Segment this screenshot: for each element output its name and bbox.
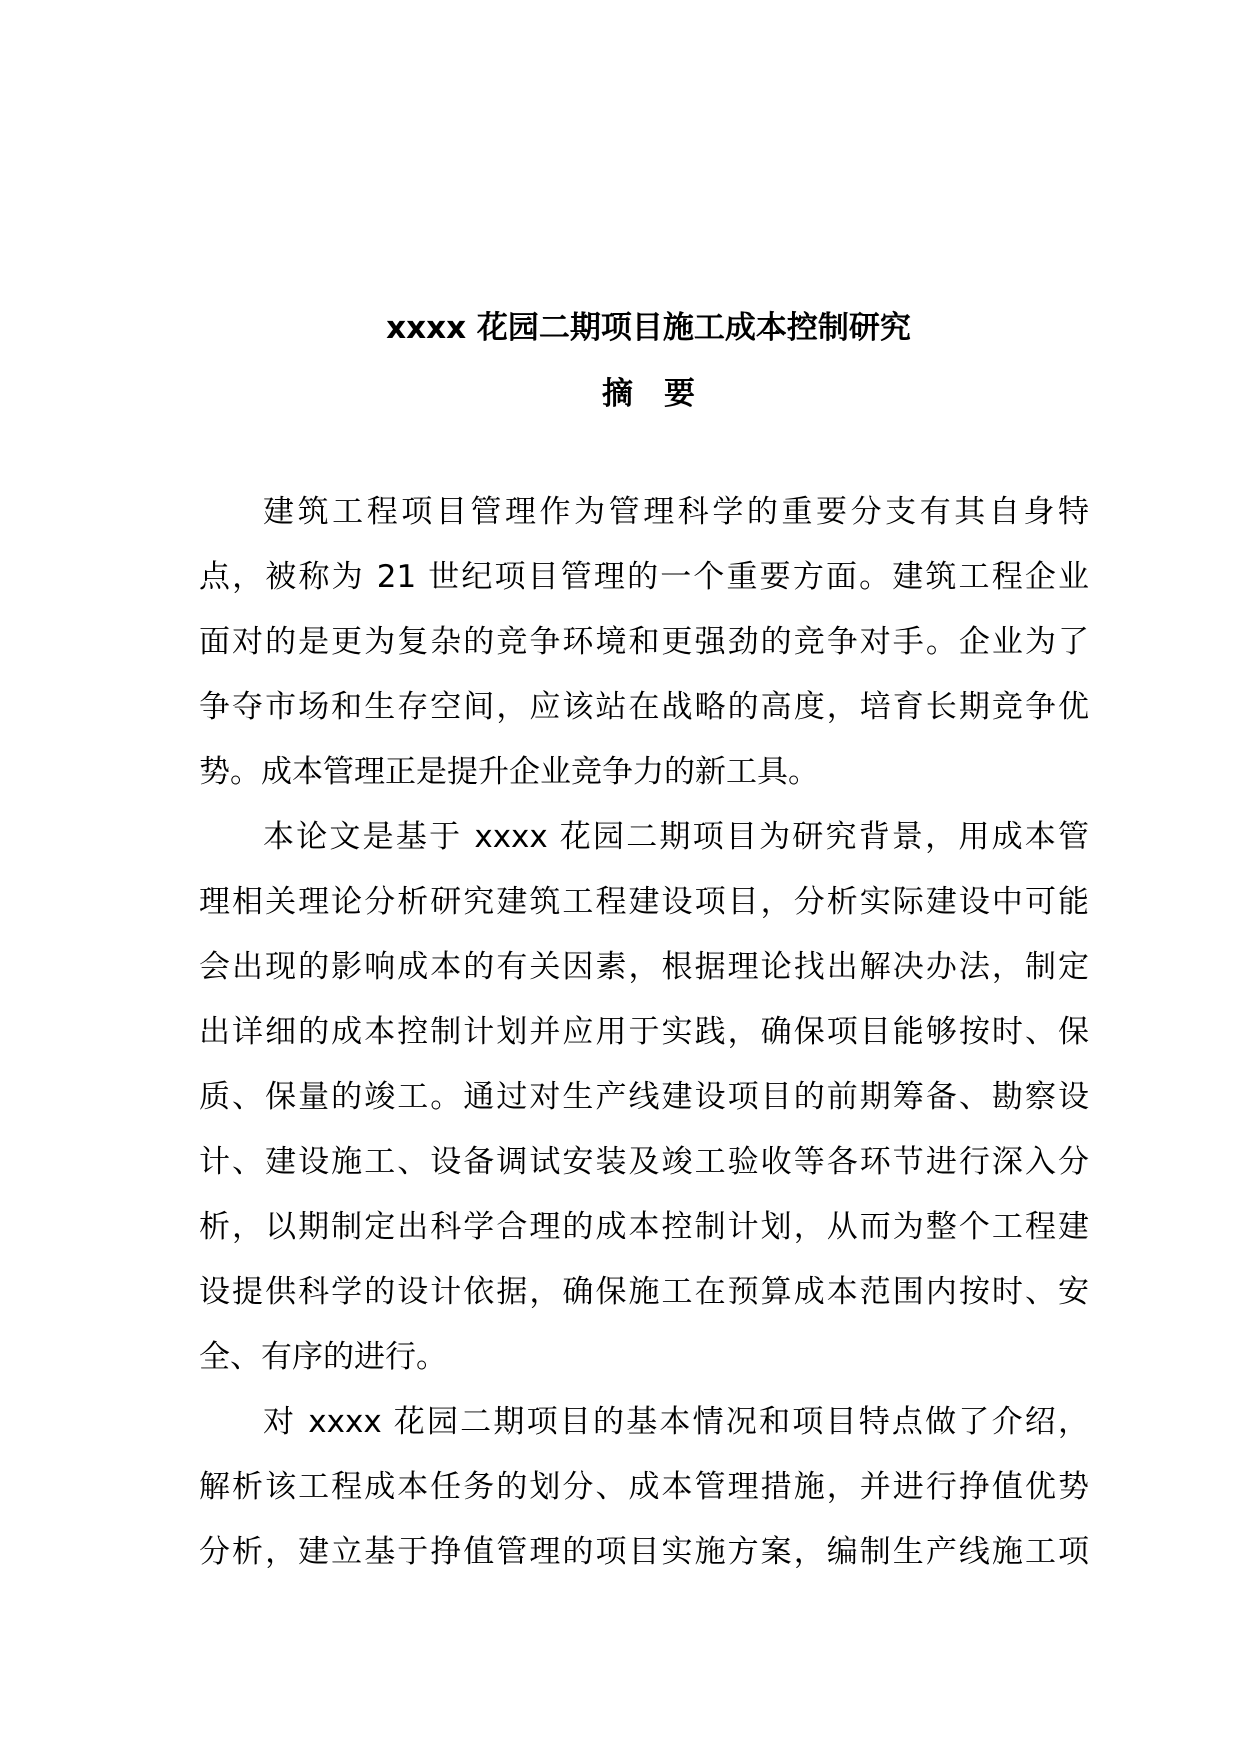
paragraph-line: 势。成本管理正是提升企业竞争力的新工具。 bbox=[199, 754, 819, 790]
paragraph-line: 点，被称为 21 世纪项目管理的一个重要方面。建筑工程企业 bbox=[199, 559, 1089, 595]
paragraph bbox=[199, 805, 1089, 1390]
paragraph-line: 质、保量的竣工。通过对生产线建设项目的前期筹备、勘察设 bbox=[199, 1079, 1089, 1115]
paragraph-line: 理相关理论分析研究建筑工程建设项目，分析实际建设中可能 bbox=[199, 884, 1089, 920]
paragraph-line: 解析该工程成本任务的划分、成本管理措施，并进行挣值优势 bbox=[199, 1469, 1089, 1505]
paragraph-line: 析，以期制定出科学合理的成本控制计划，从而为整个工程建 bbox=[199, 1209, 1089, 1245]
abstract-heading: 摘 要 bbox=[602, 376, 695, 412]
paragraph-line: 设提供科学的设计依据，确保施工在预算成本范围内按时、安 bbox=[199, 1274, 1089, 1310]
abstract-body bbox=[199, 480, 1089, 1585]
paragraph-line: 争夺市场和生存空间，应该站在战略的高度，培育长期竞争优 bbox=[199, 689, 1089, 725]
paragraph-line: 本论文是基于 xxxx 花园二期项目为研究背景，用成本管 bbox=[263, 819, 1089, 855]
paragraph-line: 计、建设施工、设备调试安装及竣工验收等各环节进行深入分 bbox=[199, 1144, 1089, 1180]
paragraph-line: 建筑工程项目管理作为管理科学的重要分支有其自身特 bbox=[263, 494, 1089, 530]
paragraph-line: 出详细的成本控制计划并应用于实践，确保项目能够按时、保 bbox=[199, 1014, 1089, 1050]
paragraph bbox=[199, 480, 1089, 805]
paragraph bbox=[199, 1390, 1089, 1585]
paragraph-line: 面对的是更为复杂的竞争环境和更强劲的竞争对手。企业为了 bbox=[199, 624, 1089, 660]
paragraph-line: 对 xxxx 花园二期项目的基本情况和项目特点做了介绍， bbox=[263, 1404, 1089, 1440]
paragraph-line: 全、有序的进行。 bbox=[199, 1339, 447, 1375]
document-title: xxxx 花园二期项目施工成本控制研究 bbox=[386, 310, 911, 346]
paragraph-line: 分析，建立基于挣值管理的项目实施方案，编制生产线施工项 bbox=[199, 1534, 1089, 1570]
paragraph-line: 会出现的影响成本的有关因素，根据理论找出解决办法，制定 bbox=[199, 949, 1089, 985]
